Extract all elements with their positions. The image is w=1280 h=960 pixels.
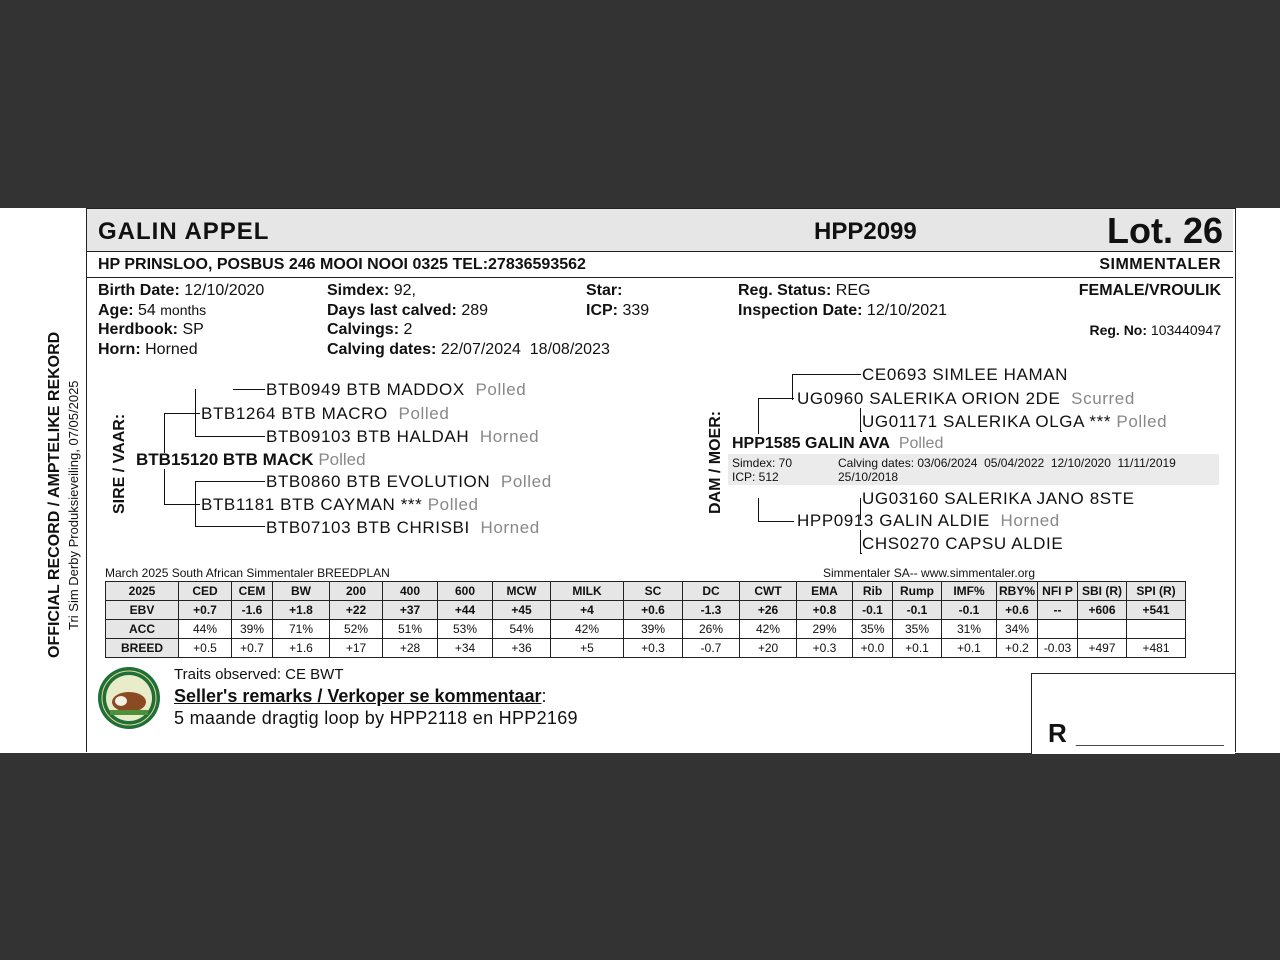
reg-no-field [1089, 322, 1221, 338]
dam-dam-sire [862, 489, 1135, 509]
ebv-cell: +44 [438, 601, 493, 620]
sdd-horn: Horned [480, 518, 540, 537]
ebv-header-cell: 200 [330, 582, 383, 601]
ebv-header-cell: IMF% [942, 582, 997, 601]
dam-sire-dam [862, 412, 1167, 432]
simmentaler-logo-icon [97, 666, 161, 730]
ebv-cell: +0.2 [997, 639, 1038, 658]
dlc-label: Days last calved: [327, 302, 457, 319]
dds-name: UG03160 SALERIKA JANO 8STE [862, 489, 1135, 508]
sire-sire [201, 404, 449, 424]
ebv-cell: +0.5 [179, 639, 232, 658]
ebv-cell: +0.3 [797, 639, 853, 658]
simdex-field [327, 282, 416, 300]
ebv-cell: +0.6 [997, 601, 1038, 620]
price-line[interactable]: ___________________ [1076, 730, 1224, 746]
sire-dam-dam [266, 518, 540, 538]
sire-horn: Polled [318, 450, 366, 469]
animal-id: HPP2099 [814, 218, 917, 245]
ebv-cell: -0.1 [942, 601, 997, 620]
ddd-name: CHS0270 CAPSU ALDIE [862, 534, 1064, 553]
animal-name: GALIN APPEL [98, 218, 270, 245]
ebv-cell: +36 [493, 639, 551, 658]
dam-dam-dam [862, 534, 1063, 554]
reg-status-field [738, 282, 870, 300]
ebv-cell: +0.8 [797, 601, 853, 620]
ebv-cell: +497 [1078, 639, 1127, 658]
ebv-header-cell: CED [179, 582, 232, 601]
ebv-cell: +481 [1127, 639, 1186, 658]
ebv-cell: 54% [493, 620, 551, 639]
price-currency: R [1048, 718, 1067, 748]
simdex-value: 92, [393, 282, 416, 299]
ebv-cell: -0.03 [1038, 639, 1078, 658]
breeder-info: HP PRINSLOO, POSBUS 246 MOOI NOOI 0325 TEL:27836593562 [98, 256, 586, 273]
ebv-header-cell: 600 [438, 582, 493, 601]
sss-name: BTB0949 BTB MADDOX [266, 380, 465, 399]
ebv-cell: +0.6 [624, 601, 683, 620]
dd-horn: Horned [1000, 511, 1060, 530]
ebv-cell: +1.6 [273, 639, 330, 658]
calving-dates-field [327, 341, 610, 359]
ebv-cell: 31% [942, 620, 997, 639]
ebv-cell [1038, 620, 1078, 639]
birth-date-field [98, 282, 264, 300]
birth-date-label: Birth Date: [98, 282, 180, 299]
sire-sire-dam [266, 427, 539, 447]
sire [136, 450, 366, 470]
ebv-cell: 39% [624, 620, 683, 639]
ebv-cell: +45 [493, 601, 551, 620]
ebv-cell: +20 [740, 639, 797, 658]
sire-sire-sire [266, 380, 526, 400]
dam-icp: ICP: 512 [732, 470, 779, 484]
ebv-cell [1078, 620, 1127, 639]
reg-no-value: 103440947 [1150, 322, 1221, 338]
age-unit: months [160, 302, 207, 318]
price-box[interactable] [1031, 673, 1235, 754]
ebv-cell: 42% [740, 620, 797, 639]
ds-name: UG0960 SALERIKA ORION 2DE [797, 389, 1061, 408]
ebv-cell: 51% [383, 620, 438, 639]
ebv-cell: +17 [330, 639, 383, 658]
calving-dates-value: 22/07/2024 18/08/2023 [440, 341, 610, 358]
ebv-cell: 35% [893, 620, 942, 639]
sex-label: FEMALE/VROULIK [1078, 282, 1221, 299]
horn-value: Horned [145, 341, 198, 358]
dam [732, 435, 943, 453]
ebv-cell: -0.1 [853, 601, 893, 620]
ebv-cell: +606 [1078, 601, 1127, 620]
horn-label: Horn: [98, 341, 141, 358]
ebv-cell: 71% [273, 620, 330, 639]
ebv-cell: 29% [797, 620, 853, 639]
simdex-label: Simdex: [327, 282, 390, 299]
ebv-header-cell: 2025 [106, 582, 179, 601]
ebv-header-cell: 400 [383, 582, 438, 601]
inspection-field [738, 302, 947, 320]
dam-sire-sire [862, 365, 1068, 385]
ssd-name: BTB09103 BTB HALDAH [266, 427, 470, 446]
dam-label: DAM / MOER: [707, 410, 724, 514]
ebv-cell: -- [1038, 601, 1078, 620]
ebv-cell [1127, 620, 1186, 639]
herdbook-value: SP [182, 321, 204, 338]
ebv-header-row [106, 582, 1186, 601]
dd-name: HPP0913 GALIN ALDIE [797, 511, 990, 530]
calvings-label: Calvings: [327, 321, 400, 338]
ebv-header-cell: Rump [893, 582, 942, 601]
icp-label: ICP: [586, 302, 618, 319]
ebv-cell: +0.3 [624, 639, 683, 658]
ebv-cell: 34% [997, 620, 1038, 639]
ebv-cell: 42% [551, 620, 624, 639]
official-record-label: OFFICIAL RECORD / AMPTELIKE REKORD [46, 331, 63, 658]
dam-horn: Polled [898, 435, 944, 452]
ebv-header-cell: RBY% [997, 582, 1038, 601]
age-field [98, 302, 206, 320]
ebv-cell: -1.3 [683, 601, 740, 620]
dss-name: CE0693 SIMLEE HAMAN [862, 365, 1069, 384]
lot-number: Lot. 26 [1106, 210, 1223, 251]
remarks-heading [174, 686, 547, 707]
ebv-cell: +0.1 [893, 639, 942, 658]
ebv-header-cell: Rib [853, 582, 893, 601]
breed-name: SIMMENTALER [1099, 256, 1221, 273]
ebv-cell: 44% [179, 620, 232, 639]
ebv-cell: -0.1 [893, 601, 942, 620]
sire-dam [201, 495, 479, 515]
reg-status-value: REG [835, 282, 871, 299]
lot-card [0, 208, 1280, 753]
dam-simdex: Simdex: 70 [732, 456, 793, 470]
ss-name: BTB1264 BTB MACRO [201, 404, 388, 423]
calvings-field [327, 321, 412, 339]
ebv-row [106, 620, 1186, 639]
ebv-row [106, 601, 1186, 620]
ebv-cell: -1.6 [232, 601, 273, 620]
sire-dam-sire [266, 472, 552, 492]
calving-dates-label: Calving dates: [327, 341, 437, 358]
remarks-colon: : [541, 686, 547, 706]
sd-name: BTB1181 BTB CAYMAN *** [201, 495, 423, 514]
ebv-row [106, 639, 1186, 658]
birth-date-value: 12/10/2020 [184, 282, 265, 299]
dsd-horn: Polled [1116, 412, 1168, 431]
ebv-cell: +22 [330, 601, 383, 620]
dlc-value: 289 [461, 302, 489, 319]
icp-field [586, 302, 649, 320]
sale-name-label: Tri Sim Derby Produksieveiling, 07/05/2025 [66, 380, 81, 630]
ebv-header-cell: NFI P [1038, 582, 1078, 601]
ebv-cell: 35% [853, 620, 893, 639]
ebv-cell: -0.7 [683, 639, 740, 658]
dam-calving-dates: Calving dates: 03/06/2024 05/04/2022 12/10/2020 11/11/2019 [838, 456, 1176, 470]
ebv-table [105, 581, 1186, 658]
ds-horn: Scurred [1071, 389, 1135, 408]
ebv-header-cell: DC [683, 582, 740, 601]
inspection-label: Inspection Date: [738, 302, 863, 319]
breedplan-source: March 2025 South African Simmentaler BREEDPLAN [105, 566, 390, 580]
sss-horn: Polled [475, 380, 527, 399]
sds-name: BTB0860 BTB EVOLUTION [266, 472, 491, 491]
dam-calving-dates-2: 25/10/2018 [838, 470, 899, 484]
horn-field [98, 341, 198, 359]
ebv-cell: +0.0 [853, 639, 893, 658]
ebv-cell: +26 [740, 601, 797, 620]
ebv-header-cell: CEM [232, 582, 273, 601]
ss-horn: Polled [398, 404, 450, 423]
ebv-cell: +1.8 [273, 601, 330, 620]
ebv-header-cell: SPI (R) [1127, 582, 1186, 601]
ebv-row-label: BREED [106, 639, 179, 658]
ebv-cell: +0.7 [232, 639, 273, 658]
ebv-cell: +4 [551, 601, 624, 620]
ssd-horn: Horned [479, 427, 540, 446]
dam-dam [797, 511, 1060, 531]
remarks-title: Seller's remarks / Verkoper se kommentaar [174, 686, 542, 706]
ebv-row-label: ACC [106, 620, 179, 639]
ebv-cell: +34 [438, 639, 493, 658]
ebv-cell: +541 [1127, 601, 1186, 620]
dsd-name: UG01171 SALERIKA OLGA *** [862, 412, 1112, 431]
age-value: 54 [138, 302, 156, 319]
ebv-cell: 53% [438, 620, 493, 639]
sire-name: BTB15120 BTB MACK [136, 450, 314, 469]
age-label: Age: [98, 302, 134, 319]
calvings-value: 2 [403, 321, 413, 338]
remarks-text: 5 maande dragtig loop by HPP2118 en HPP2169 [174, 708, 578, 728]
sdd-name: BTB07103 BTB CHRISBI [266, 518, 470, 537]
herdbook-label: Herdbook: [98, 321, 178, 338]
traits-observed: Traits observed: CE BWT [174, 666, 344, 683]
ebv-header-cell: MCW [493, 582, 551, 601]
breeder-bar [87, 252, 1233, 278]
star-label: Star: [586, 282, 623, 299]
ebv-cell: +0.1 [942, 639, 997, 658]
ebv-row-label: EBV [106, 601, 179, 620]
ebv-header-cell: BW [273, 582, 330, 601]
sire-label: SIRE / VAAR: [111, 413, 128, 514]
ebv-cell: 39% [232, 620, 273, 639]
ebv-cell: +28 [383, 639, 438, 658]
ebv-cell: +37 [383, 601, 438, 620]
breedplan-website: Simmentaler SA-- www.simmentaler.org [823, 566, 1036, 580]
inspection-value: 12/10/2021 [866, 302, 947, 319]
ebv-cell: 26% [683, 620, 740, 639]
ebv-header-cell: EMA [797, 582, 853, 601]
ebv-cell: +5 [551, 639, 624, 658]
ebv-cell: 52% [330, 620, 383, 639]
header-bar [87, 209, 1233, 252]
dam-name: HPP1585 GALIN AVA [732, 435, 890, 452]
reg-status-label: Reg. Status: [738, 282, 832, 299]
ebv-header-cell: MILK [551, 582, 624, 601]
icp-value: 339 [622, 302, 650, 319]
sds-horn: Polled [500, 472, 552, 491]
ebv-header-cell: SBI (R) [1078, 582, 1127, 601]
sd-horn: Polled [427, 495, 479, 514]
ebv-header-cell: CWT [740, 582, 797, 601]
reg-no-label: Reg. No: [1089, 322, 1148, 338]
ebv-cell: +0.7 [179, 601, 232, 620]
herdbook-field [98, 321, 204, 339]
ebv-header-cell: SC [624, 582, 683, 601]
dam-sire [797, 389, 1135, 409]
days-last-calved-field [327, 302, 488, 320]
